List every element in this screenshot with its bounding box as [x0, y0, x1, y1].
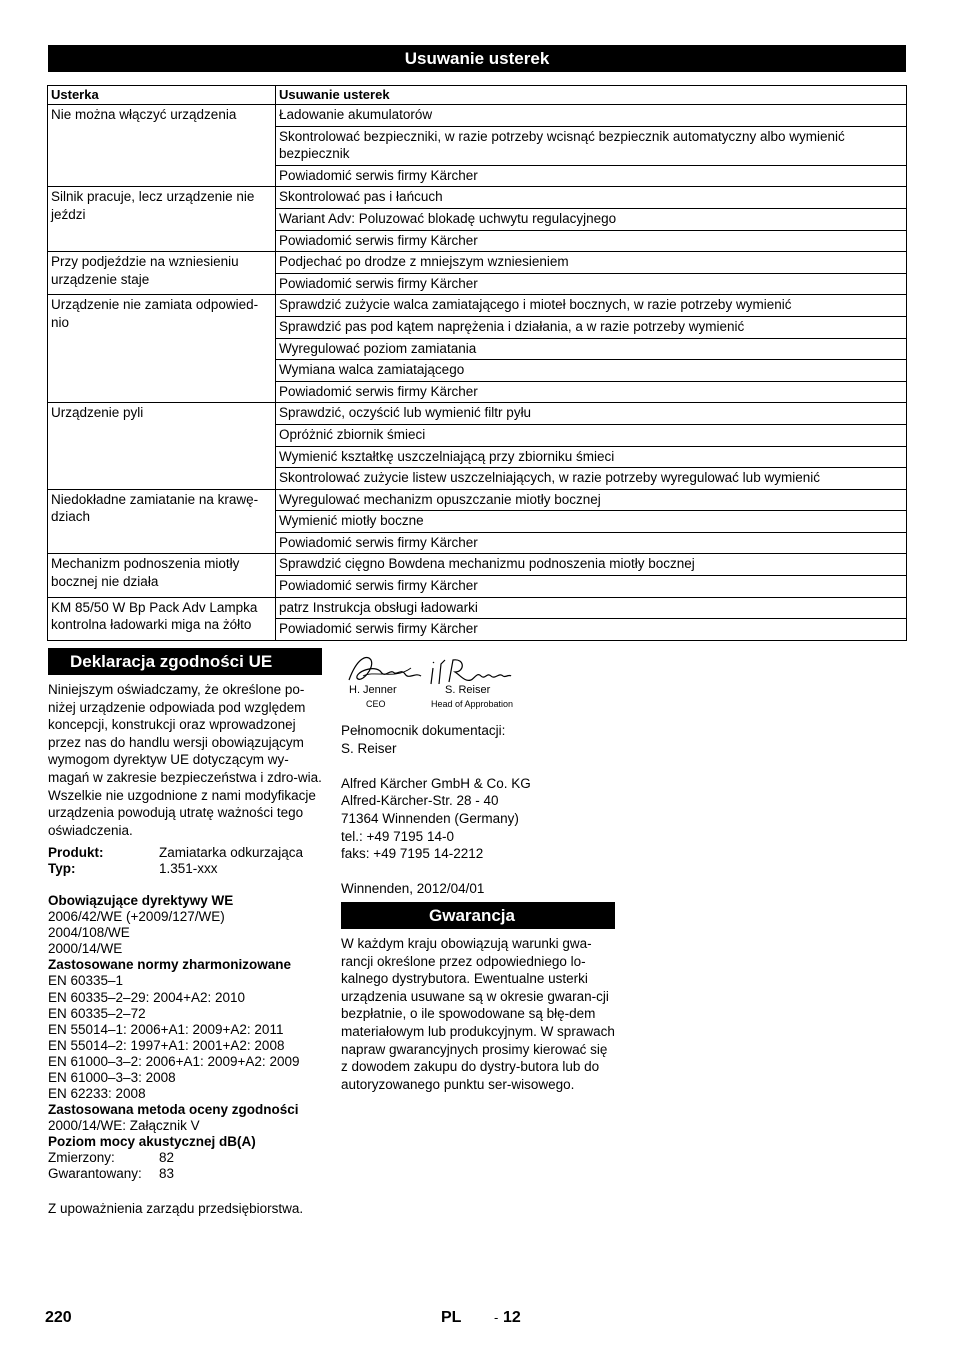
remedy-cell: Powiadomić serwis firmy Kärcher	[276, 576, 907, 598]
signer2-name: S. Reiser	[445, 684, 491, 696]
remedy-cell: Powiadomić serwis firmy Kärcher	[276, 532, 907, 554]
remedy-cell: Sprawdzić pas pod kątem naprężenia i działania, a w razie potrzeby wymienić	[276, 316, 907, 338]
table-row	[48, 295, 907, 317]
directive-item: 2006/42/WE (+2009/127/WE)	[48, 909, 225, 925]
company-street: Alfred-Kärcher-Str. 28 - 40	[341, 793, 499, 809]
troubleshooting-table	[47, 85, 907, 641]
remedy-cell: Skontrolować zużycie listew uszczelniających, w razie potrzeby wyregulować lub wymienić	[276, 468, 907, 490]
language-code: PL	[441, 1309, 462, 1326]
type-label: Typ:	[48, 861, 76, 876]
remedy-cell: Powiadomić serwis firmy Kärcher	[276, 273, 907, 295]
norm-item: EN 62233: 2008	[48, 1086, 146, 1102]
remedy-cell: Powiadomić serwis firmy Kärcher	[276, 165, 907, 187]
measured-value: 82	[159, 1150, 175, 1165]
remedy-cell: Wymienić kształtkę uszczelniającą przy zbiorniku śmieci	[276, 446, 907, 468]
section-title-warranty: Gwarancja	[341, 902, 615, 929]
guaranteed-label: Gwarantowany:	[48, 1166, 142, 1181]
fault-cell: Niedokładne zamiatanie na krawę-dziach	[48, 489, 276, 554]
fault-cell: Nie można włączyć urządzenia	[48, 105, 276, 187]
company-name: Alfred Kärcher GmbH & Co. KG	[341, 775, 531, 791]
company-city: 71364 Winnenden (Germany)	[341, 810, 519, 826]
remedy-cell: Skontrolować pas i łańcuch	[276, 187, 907, 209]
remedy-cell: Sprawdzić zużycie walca zamiatającego i mioteł bocznych, w razie potrzeby wymienić	[276, 295, 907, 317]
norm-item: EN 55014–1: 2006+A1: 2009+A2: 2011	[48, 1021, 284, 1037]
table-row	[48, 187, 907, 209]
remedy-cell: Wymiana walca zamiatającego	[276, 360, 907, 382]
norm-item: EN 61000–3–3: 2008	[48, 1070, 176, 1086]
remedy-cell: Wyregulować poziom zamiatania	[276, 338, 907, 360]
place-date: Winnenden, 2012/04/01	[341, 881, 485, 897]
remedy-cell: Sprawdzić, oczyścić lub wymienić filtr pyłu	[276, 403, 907, 425]
table-row	[48, 554, 907, 576]
fault-cell: Mechanizm podnoszenia miotły bocznej nie działa	[48, 554, 276, 597]
product-label: Produkt:	[48, 845, 104, 860]
warranty-paragraph: W każdym kraju obowiązują warunki gwa-rancji określone przez odpowiedniego lo-kalnego dystrybutora. Ewentualne usterki urządzenia usuwane są w okresie gwaran-cji bezpłatnie, o ile spowodowane są błę-dem materiałowym lub produkcyjnym. W sprawach napraw gwarancyjnych prosimy kierować się z dowodem zakupu do dystry-butora lub do autoryzowanego punktu ser-wisowego.	[341, 936, 615, 1092]
remedy-cell: Skontrolować bezpieczniki, w razie potrzeby wcisnąć bezpiecznik automatyczny albo wymienić bezpiecznik	[276, 126, 907, 165]
section-title-troubleshooting: Usuwanie usterek	[48, 45, 906, 72]
company-phone: tel.: +49 7195 14-0	[341, 828, 454, 844]
signatures	[341, 650, 541, 714]
page-number: 220	[45, 1309, 72, 1326]
norm-item: EN 61000–3–2: 2006+A1: 2009+A2: 2009	[48, 1053, 300, 1069]
header-fault: Usterka	[48, 86, 276, 105]
company-fax: faks: +49 7195 14-2212	[341, 846, 484, 862]
remedy-cell: Opróżnić zbiornik śmieci	[276, 424, 907, 446]
sub-page-number: 12	[503, 1309, 521, 1326]
contact-block	[341, 722, 641, 898]
remedy-cell: Wymienić miotły boczne	[276, 511, 907, 533]
directive-item: 2004/108/WE	[48, 925, 130, 941]
remedy-cell: Sprawdzić cięgno Bowdena mechanizmu podnoszenia miotły bocznej	[276, 554, 907, 576]
authorization-note: Z upoważnienia zarządu przedsiębiorstwa.	[48, 1201, 304, 1216]
type-value: 1.351-xxx	[159, 861, 218, 876]
norm-item: EN 55014–2: 1997+A1: 2001+A2: 2008	[48, 1037, 285, 1053]
remedy-cell: Ładowanie akumulatorów	[276, 105, 907, 127]
fault-cell: Silnik pracuje, lecz urządzenie nie jeździ	[48, 187, 276, 252]
norms-heading: Zastosowane normy zharmonizowane	[48, 957, 292, 973]
noise-heading: Poziom mocy akustycznej dB(A)	[48, 1134, 256, 1150]
method-value: 2000/14/WE: Załącznik V	[48, 1118, 200, 1134]
fault-cell: Urządzenie nie zamiata odpowied-nio	[48, 295, 276, 403]
norm-item: EN 60335–2–29: 2004+A2: 2010	[48, 989, 246, 1005]
directives-heading: Obowiązujące dyrektywy WE	[48, 893, 234, 908]
measured-label: Zmierzony:	[48, 1150, 115, 1165]
remedy-cell: Powiadomić serwis firmy Kärcher	[276, 230, 907, 252]
signer1-role: CEO	[366, 699, 386, 709]
remedy-cell: Podjechać po drodze z mniejszym wzniesieniem	[276, 252, 907, 274]
doc-rep-label: Pełnomocnik dokumentacji:	[341, 723, 506, 738]
remedy-cell: Wyregulować mechanizm opuszczanie miotły bocznej	[276, 489, 907, 511]
section-title-declaration: Deklaracja zgodności UE	[48, 648, 322, 675]
directives-block	[48, 893, 338, 1151]
product-value: Zamiatarka odkurzająca	[159, 845, 304, 860]
doc-rep-name: S. Reiser	[341, 740, 397, 756]
table-row	[48, 597, 907, 619]
norm-item: EN 60335–1	[48, 973, 124, 989]
directive-item: 2000/14/WE	[48, 941, 123, 957]
remedy-cell: Powiadomić serwis firmy Kärcher	[276, 381, 907, 403]
remedy-cell: Wariant Adv: Poluzować blokadę uchwytu regulacyjnego	[276, 208, 907, 230]
norm-item: EN 60335–2–72	[48, 1005, 146, 1021]
header-remedy: Usuwanie usterek	[276, 86, 907, 105]
declaration-paragraph: Niniejszym oświadczamy, że określone po-niżej urządzenie odpowiada pod względem koncepcji, konstrukcji oraz wprowadzonej przez nas do handlu wersji obowiązującym wymogom dyrektyw UE dotyczącym wy-magań w zakresie bezpieczeństwa i zdro-wia. Wszelkie nie uzgodnione z nami modyfikacje urządzenia powodują utratę ważności tego oświadczenia.	[48, 682, 322, 838]
method-heading: Zastosowana metoda oceny zgodności	[48, 1102, 299, 1118]
signer1-name: H. Jenner	[349, 684, 397, 696]
guaranteed-value: 83	[159, 1166, 175, 1181]
remedy-cell: patrz Instrukcja obsługi ładowarki	[276, 597, 907, 619]
remedy-cell: Powiadomić serwis firmy Kärcher	[276, 619, 907, 641]
fault-cell: KM 85/50 W Bp Pack Adv Lampka kontrolna ładowarki miga na żółto	[48, 597, 276, 640]
table-row	[48, 252, 907, 274]
fault-cell: Urządzenie pyli	[48, 403, 276, 489]
table-row	[48, 403, 907, 425]
signer2-role: Head of Approbation	[431, 699, 514, 709]
page-dash: -	[494, 1310, 499, 1325]
table-row	[48, 489, 907, 511]
table-header-row	[48, 86, 907, 105]
fault-cell: Przy podjeździe na wzniesieniu urządzenie staje	[48, 252, 276, 295]
table-row	[48, 105, 907, 127]
